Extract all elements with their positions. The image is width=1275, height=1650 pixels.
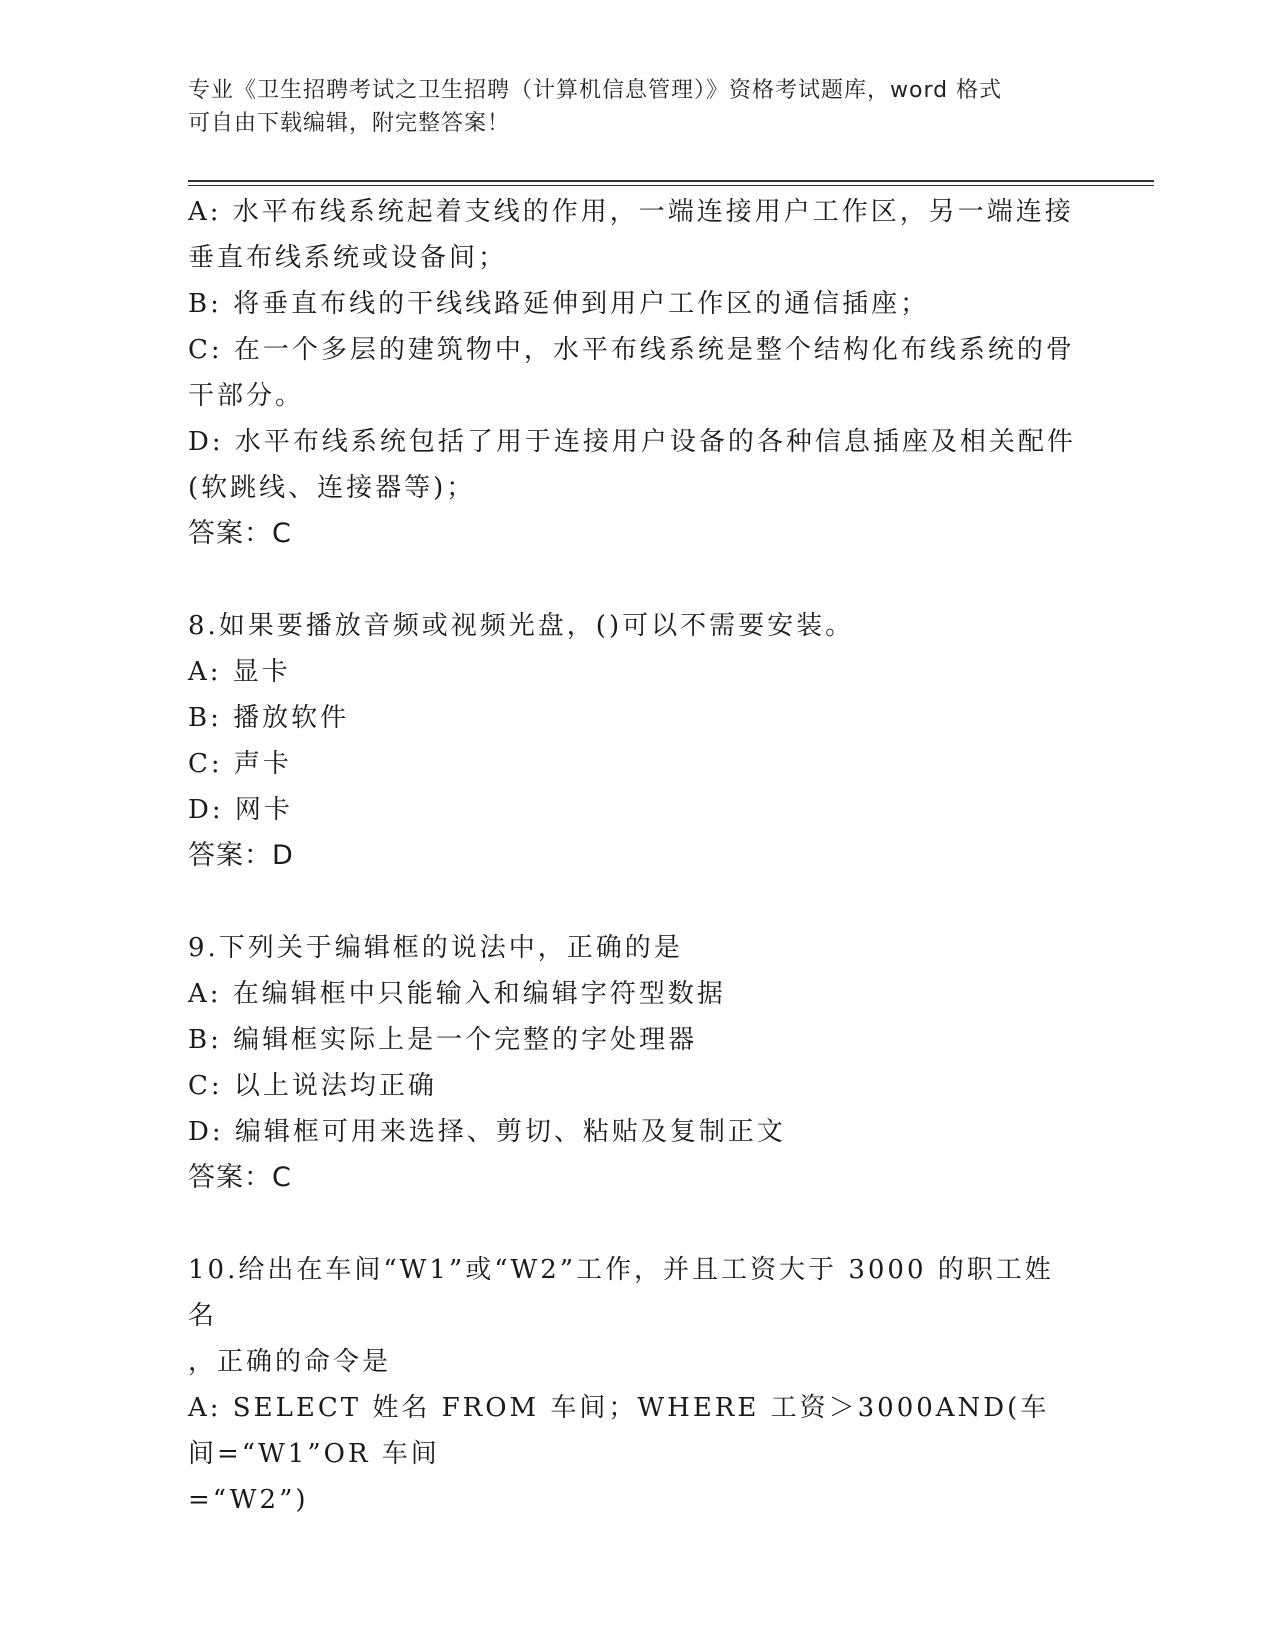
option-c: C: 以上说法均正确	[188, 1071, 437, 1101]
option-a-continued: =“W2”)	[188, 1485, 309, 1515]
option-a: A: 显卡	[188, 657, 291, 687]
option-b: B: 编辑框实际上是一个完整的字处理器	[188, 1025, 698, 1055]
answer-line: 答案：D	[188, 840, 294, 871]
question-8	[188, 603, 1078, 879]
option-b: B: 将垂直布线的干线线路延伸到用户工作区的通信插座；	[188, 289, 930, 319]
question-7-fragment	[188, 189, 1078, 557]
question-text: 9.下列关于编辑框的说法中，正确的是	[188, 933, 683, 963]
option-a: A: 水平布线系统起着支线的作用，一端连接用户工作区，另一端连接	[188, 197, 1074, 227]
option-b: B: 播放软件	[188, 703, 350, 733]
question-9	[188, 925, 1078, 1201]
option-a: A: 在编辑框中只能输入和编辑字符型数据	[188, 979, 726, 1009]
option-d: D: 编辑框可用来选择、剪切、粘贴及复制正文	[188, 1117, 786, 1147]
option-d: D: 水平布线系统包括了用于连接用户设备的各种信息插座及相关配件	[188, 427, 1076, 457]
answer-line: 答案：C	[188, 1162, 292, 1193]
option-c-continued: 干部分。	[188, 381, 305, 411]
option-d-continued: (软跳线、连接器等)；	[188, 473, 476, 503]
answer-line: 答案：C	[188, 518, 292, 549]
header-rule-thin	[188, 185, 1154, 186]
question-text: 10.给出在车间“W1”或“W2”工作，并且工资大于 3000 的职工姓名	[188, 1255, 1054, 1331]
spacer	[188, 557, 1078, 603]
question-text: 8.如果要播放音频或视频光盘，()可以不需要安装。	[188, 611, 855, 641]
question-text-continued: ，正确的命令是	[188, 1347, 392, 1377]
option-d: D: 网卡	[188, 795, 293, 825]
document-header	[188, 74, 1088, 140]
spacer	[188, 1201, 1078, 1247]
option-c: C: 在一个多层的建筑物中，水平布线系统是整个结构化布线系统的骨	[188, 335, 1075, 365]
spacer	[188, 879, 1078, 925]
question-10	[188, 1247, 1078, 1523]
question-list	[188, 189, 1078, 1523]
header-line-1: 专业《卫生招聘考试之卫生招聘（计算机信息管理）》资格考试题库，word 格式	[188, 78, 1003, 103]
option-a: A: SELECT 姓名 FROM 车间；WHERE 工资＞3000AND(车间=“W1”OR 车间	[188, 1393, 1050, 1469]
header-rule-thick	[188, 180, 1154, 182]
option-a-continued: 垂直布线系统或设备间；	[188, 243, 508, 273]
header-line-2: 可自由下载编辑，附完整答案！	[188, 111, 511, 136]
option-c: C: 声卡	[188, 749, 292, 779]
